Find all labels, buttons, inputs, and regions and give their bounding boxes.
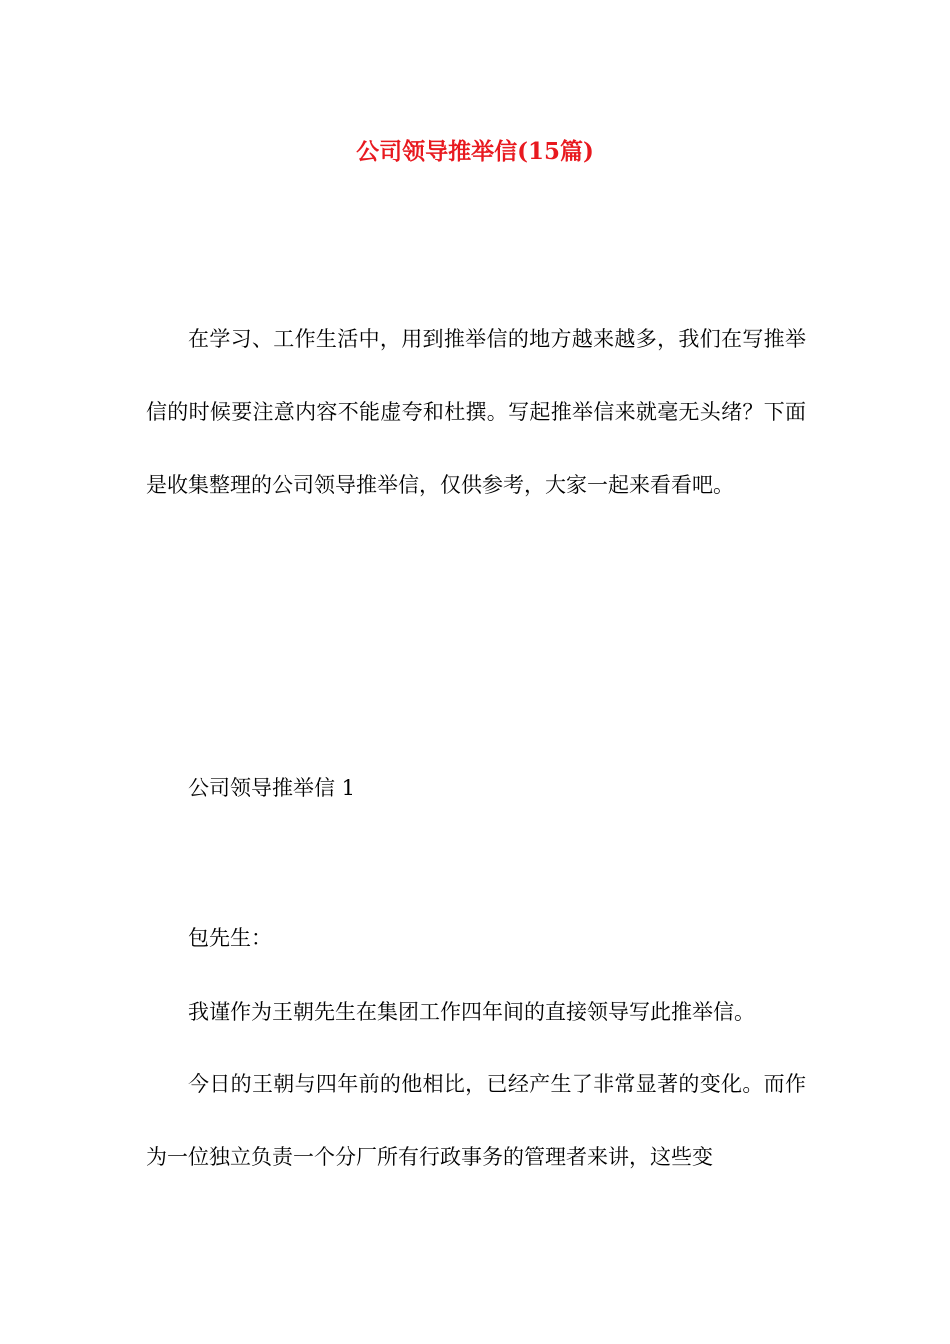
letter-salutation: 包先生： bbox=[188, 926, 272, 950]
section-heading: 公司领导推举信 1 bbox=[188, 776, 356, 800]
intro-paragraph: 在学习、工作生活中，用到推举信的地方越来越多，我们在写推举信的时候要注意内容不能虚夸和杜撰。写起推举信来就毫无头绪？下面是收集整理的公司领导推举信，仅供参考，大家一起来看看吧。 bbox=[146, 327, 806, 497]
letter-paragraph: 今日的王朝与四年前的他相比，已经产生了非常显著的变化。而作为一位独立负责一个分厂所有行政事务的管理者来讲，这些变 bbox=[146, 1072, 806, 1169]
letter-paragraph: 我谨作为王朝先生在集团工作四年间的直接领导写此推举信。 bbox=[188, 1000, 755, 1024]
document-title: 公司领导推举信(15篇) bbox=[356, 138, 594, 165]
